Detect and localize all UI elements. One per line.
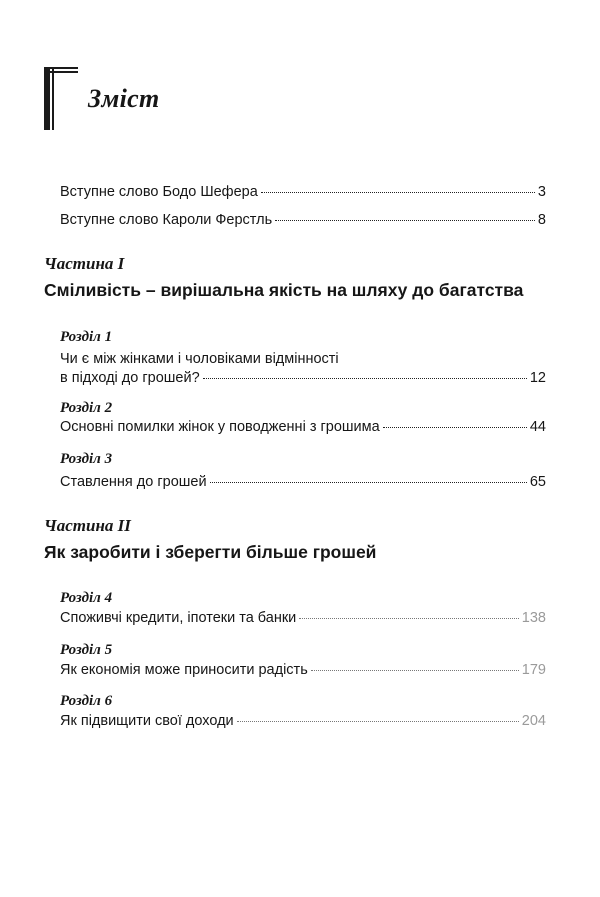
toc-entry-chapter-6[interactable] (60, 712, 546, 730)
toc-page-number: 138 (521, 610, 546, 626)
dot-leader (383, 426, 527, 428)
chapter-3-label: Розділ 3 (60, 451, 113, 467)
toc-entry-chapter-5[interactable] (60, 661, 546, 679)
chapter-4-label: Розділ 4 (60, 590, 113, 606)
chapter-5-label: Розділ 5 (60, 642, 113, 658)
chapter-2-label: Розділ 2 (60, 400, 113, 416)
part-1-title[interactable]: Сміливість – вирішальна якість на шляху до багатства (44, 280, 524, 300)
toc-page-number: 65 (529, 474, 546, 490)
part-2-title[interactable]: Як заробити і зберегти більше грошей (44, 542, 377, 562)
toc-entry-chapter-1[interactable] (60, 369, 546, 387)
dot-leader (203, 377, 527, 379)
dot-leader (311, 669, 519, 671)
ornament-thin-bar (52, 67, 54, 130)
dot-leader (299, 617, 519, 619)
toc-entry-text: Як підвищити свої доходи (60, 713, 234, 729)
ornament-thick-bar (44, 67, 50, 130)
toc-entry-text: Вступне слово Бодо Шефера (60, 184, 258, 200)
part-1-label: Частина І (44, 254, 125, 273)
toc-entry-chapter-4[interactable] (60, 609, 546, 627)
toc-page-number: 179 (521, 662, 546, 678)
toc-entry-text: в підході до грошей? (60, 370, 200, 386)
toc-page-number: 8 (537, 212, 546, 228)
toc-entry-foreword-2[interactable] (60, 211, 546, 229)
toc-entry-text: Вступне слово Кароли Ферстль (60, 212, 273, 228)
toc-page-number: 44 (529, 419, 546, 435)
dot-leader (210, 481, 527, 483)
toc-entry-chapter-1-line1[interactable]: Чи є між жінками і чоловіками відмінності (60, 351, 339, 367)
toc-page-number: 3 (537, 184, 546, 200)
ornament-second-line (44, 71, 78, 73)
page-title: Зміст (88, 84, 160, 113)
part-2-label: Частина ІІ (44, 516, 131, 535)
toc-entry-text: Як економія може приносити радість (60, 662, 308, 678)
toc-entry-foreword-1[interactable] (60, 183, 546, 201)
chapter-6-label: Розділ 6 (60, 693, 113, 709)
toc-entry-chapter-3[interactable] (60, 473, 546, 491)
dot-leader (275, 219, 535, 221)
toc-entry-text: Споживчі кредити, іпотеки та банки (60, 610, 297, 626)
toc-page-number: 204 (521, 713, 546, 729)
toc-entry-chapter-2[interactable] (60, 418, 546, 436)
dot-leader (261, 191, 535, 193)
dot-leader (237, 720, 519, 722)
ornament-top-line (44, 67, 78, 69)
toc-entry-text: Основні помилки жінок у поводженні з грошима (60, 419, 380, 435)
toc-entry-text: Ставлення до грошей (60, 474, 207, 490)
chapter-1-label: Розділ 1 (60, 329, 113, 345)
toc-page-number: 12 (529, 370, 546, 386)
